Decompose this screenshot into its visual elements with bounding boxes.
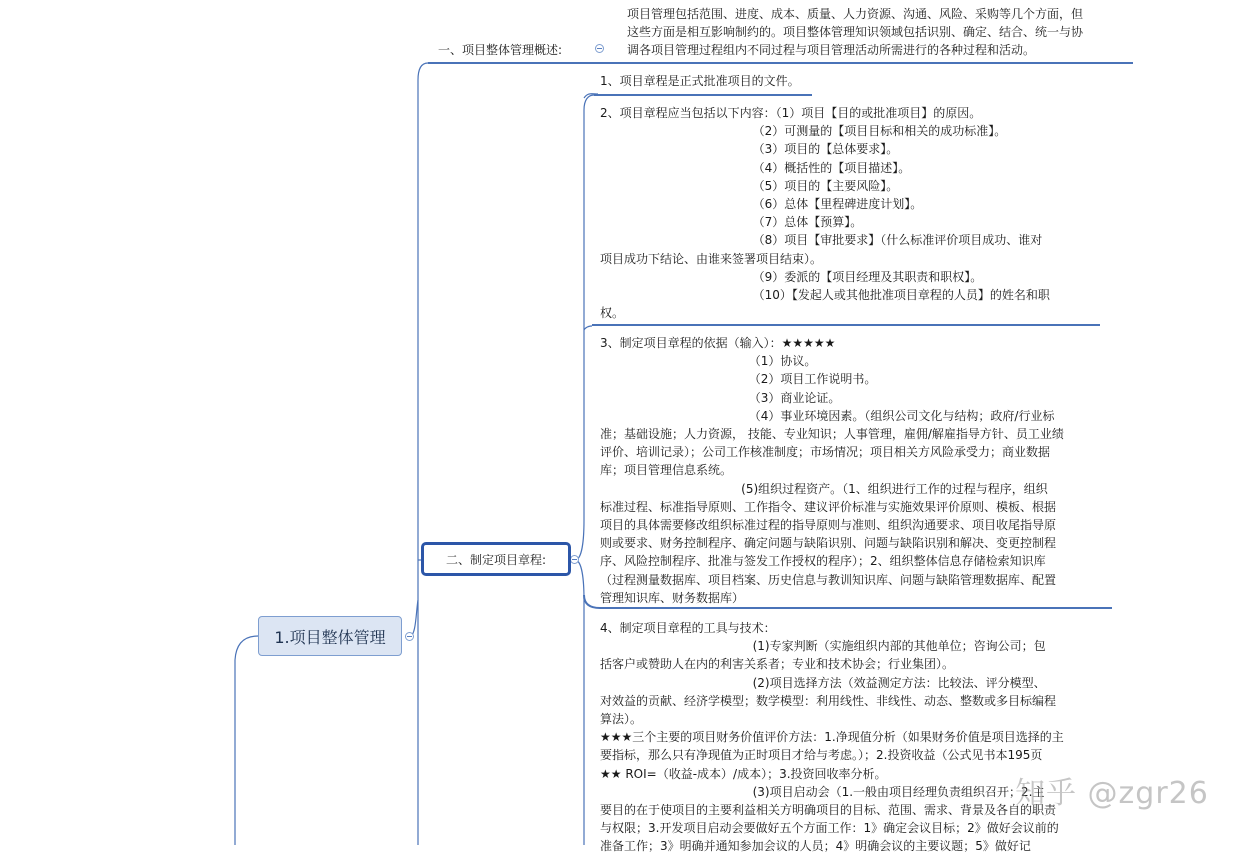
charter-item-2: 2、项目章程应当包括以下内容：（1）项目【目的或批准项目】的原因。 （2）可测量的【项目目标和相关的成功标准】。 （3）项目的【总体要求】。 （4）概括性的【项目描述】。 （5）项目的【主要风险】。 （6）总体【里程碑进度计划】。 （7）总体【预算】。 （8）项目【审批要求】（什么标准评价项目成功、谁对 项目成功下结论、由谁来签署项目结束）。 （9）委派的【项目经理及其职责和职权】。 （10）【发起人或其他批准项目章程的人员】的姓名和职 权。 [600, 106, 1050, 321]
watermark: 知乎 @zgr26 [1015, 776, 1209, 811]
root-label: 1.项目整体管理 [274, 627, 386, 647]
root-node[interactable] [258, 616, 402, 656]
branch-charter[interactable] [421, 542, 571, 576]
branch-overview-label: 一、项目整体管理概述: [438, 43, 563, 57]
collapse-toggle-charter[interactable] [570, 555, 579, 564]
charter-item-4: 4、制定项目章程的工具与技术： (1)专家判断（实施组织内部的其他单位；咨询公司；包 括客户或赞助人在内的利害关系者；专业和技术协会；行业集团）。 (2)项目选择方法（效益测定方法：比较法、评分模型、 对效益的贡献、经济学模型；数学模型：利用线性、非线性、动态、整数或多目标编程 算法）。 ★★★三个主要的项目财务价值评价方法：1.净现值分析（如果财务价值是项目选择的主 要指标，那么只有净现值为正时项目才给与考虑。）；2.投资收益（公式见书本195页 ★★ ROI=（收益-成本）/成本）；3.投资回收率分析。 (3)项目启动会（1.一般由项目经理负责组织召开；2.主 要目的在于使项目的主要利益相关方明确项目的目标、范围、需求、背景及各自的职责 与权限；3.开发项目启动会要做好五个方面工作：1》确定会议目标；2》做好会议前的 准备工作；3》明确并通知参加会议的人员；4》明确会议的主要议题；5》做好记 [600, 621, 1064, 854]
branch-charter-label: 二、制定项目章程: [445, 552, 547, 567]
charter-item-3: 3、制定项目章程的依据（输入）：★★★★★ （1）协议。 （2）项目工作说明书。 （3）商业论证。 （4）事业环境因素。（组织公司文化与结构；政府/行业标 准；基础设施；人力资源， 技能、专业知识；人事管理，雇佣/解雇指导方针、员工业绩 评价、培训记录）；公司工作核准制度；市场情况；项目相关方风险承受力；商业数据 库；项目管理信息系统。 (5)组织过程资产。（1、组织进行工作的过程与程序，组织 标准过程、标准指导原则、工作指令、建议评价标准与实施效果评价原则、模板、根据 项目的具体需要修改组织标准过程的指导原则与准则、组织沟通要求、项目收尾指导原 则或要求、财务控制程序、确定问题与缺陷识别、问题与缺陷识别和解决、变更控制程 序、风险控制程序、批准与签发工作授权的程序）；2、组织整体信息存储检索知识库 （过程测量数据库、项目档案、历史信息与教训知识库、问题与缺陷管理数据库、配置 管理知识库、财务数据库） [600, 336, 1064, 605]
collapse-toggle-overview[interactable] [595, 44, 604, 53]
overview-text: 项目管理包括范围、进度、成本、质量、人力资源、沟通、风险、采购等几个方面，但 这些方面是相互影响制约的。项目整体管理知识领域包括识别、确定、结合、统一与协 调各项目管理过程组内不同过程与项目管理活动所需进行的各种过程和活动。 [627, 7, 1084, 58]
branch-overview[interactable] [438, 41, 562, 59]
charter-item-1: 1、项目章程是正式批准项目的文件。 [600, 74, 800, 88]
collapse-toggle-root[interactable] [405, 632, 414, 641]
